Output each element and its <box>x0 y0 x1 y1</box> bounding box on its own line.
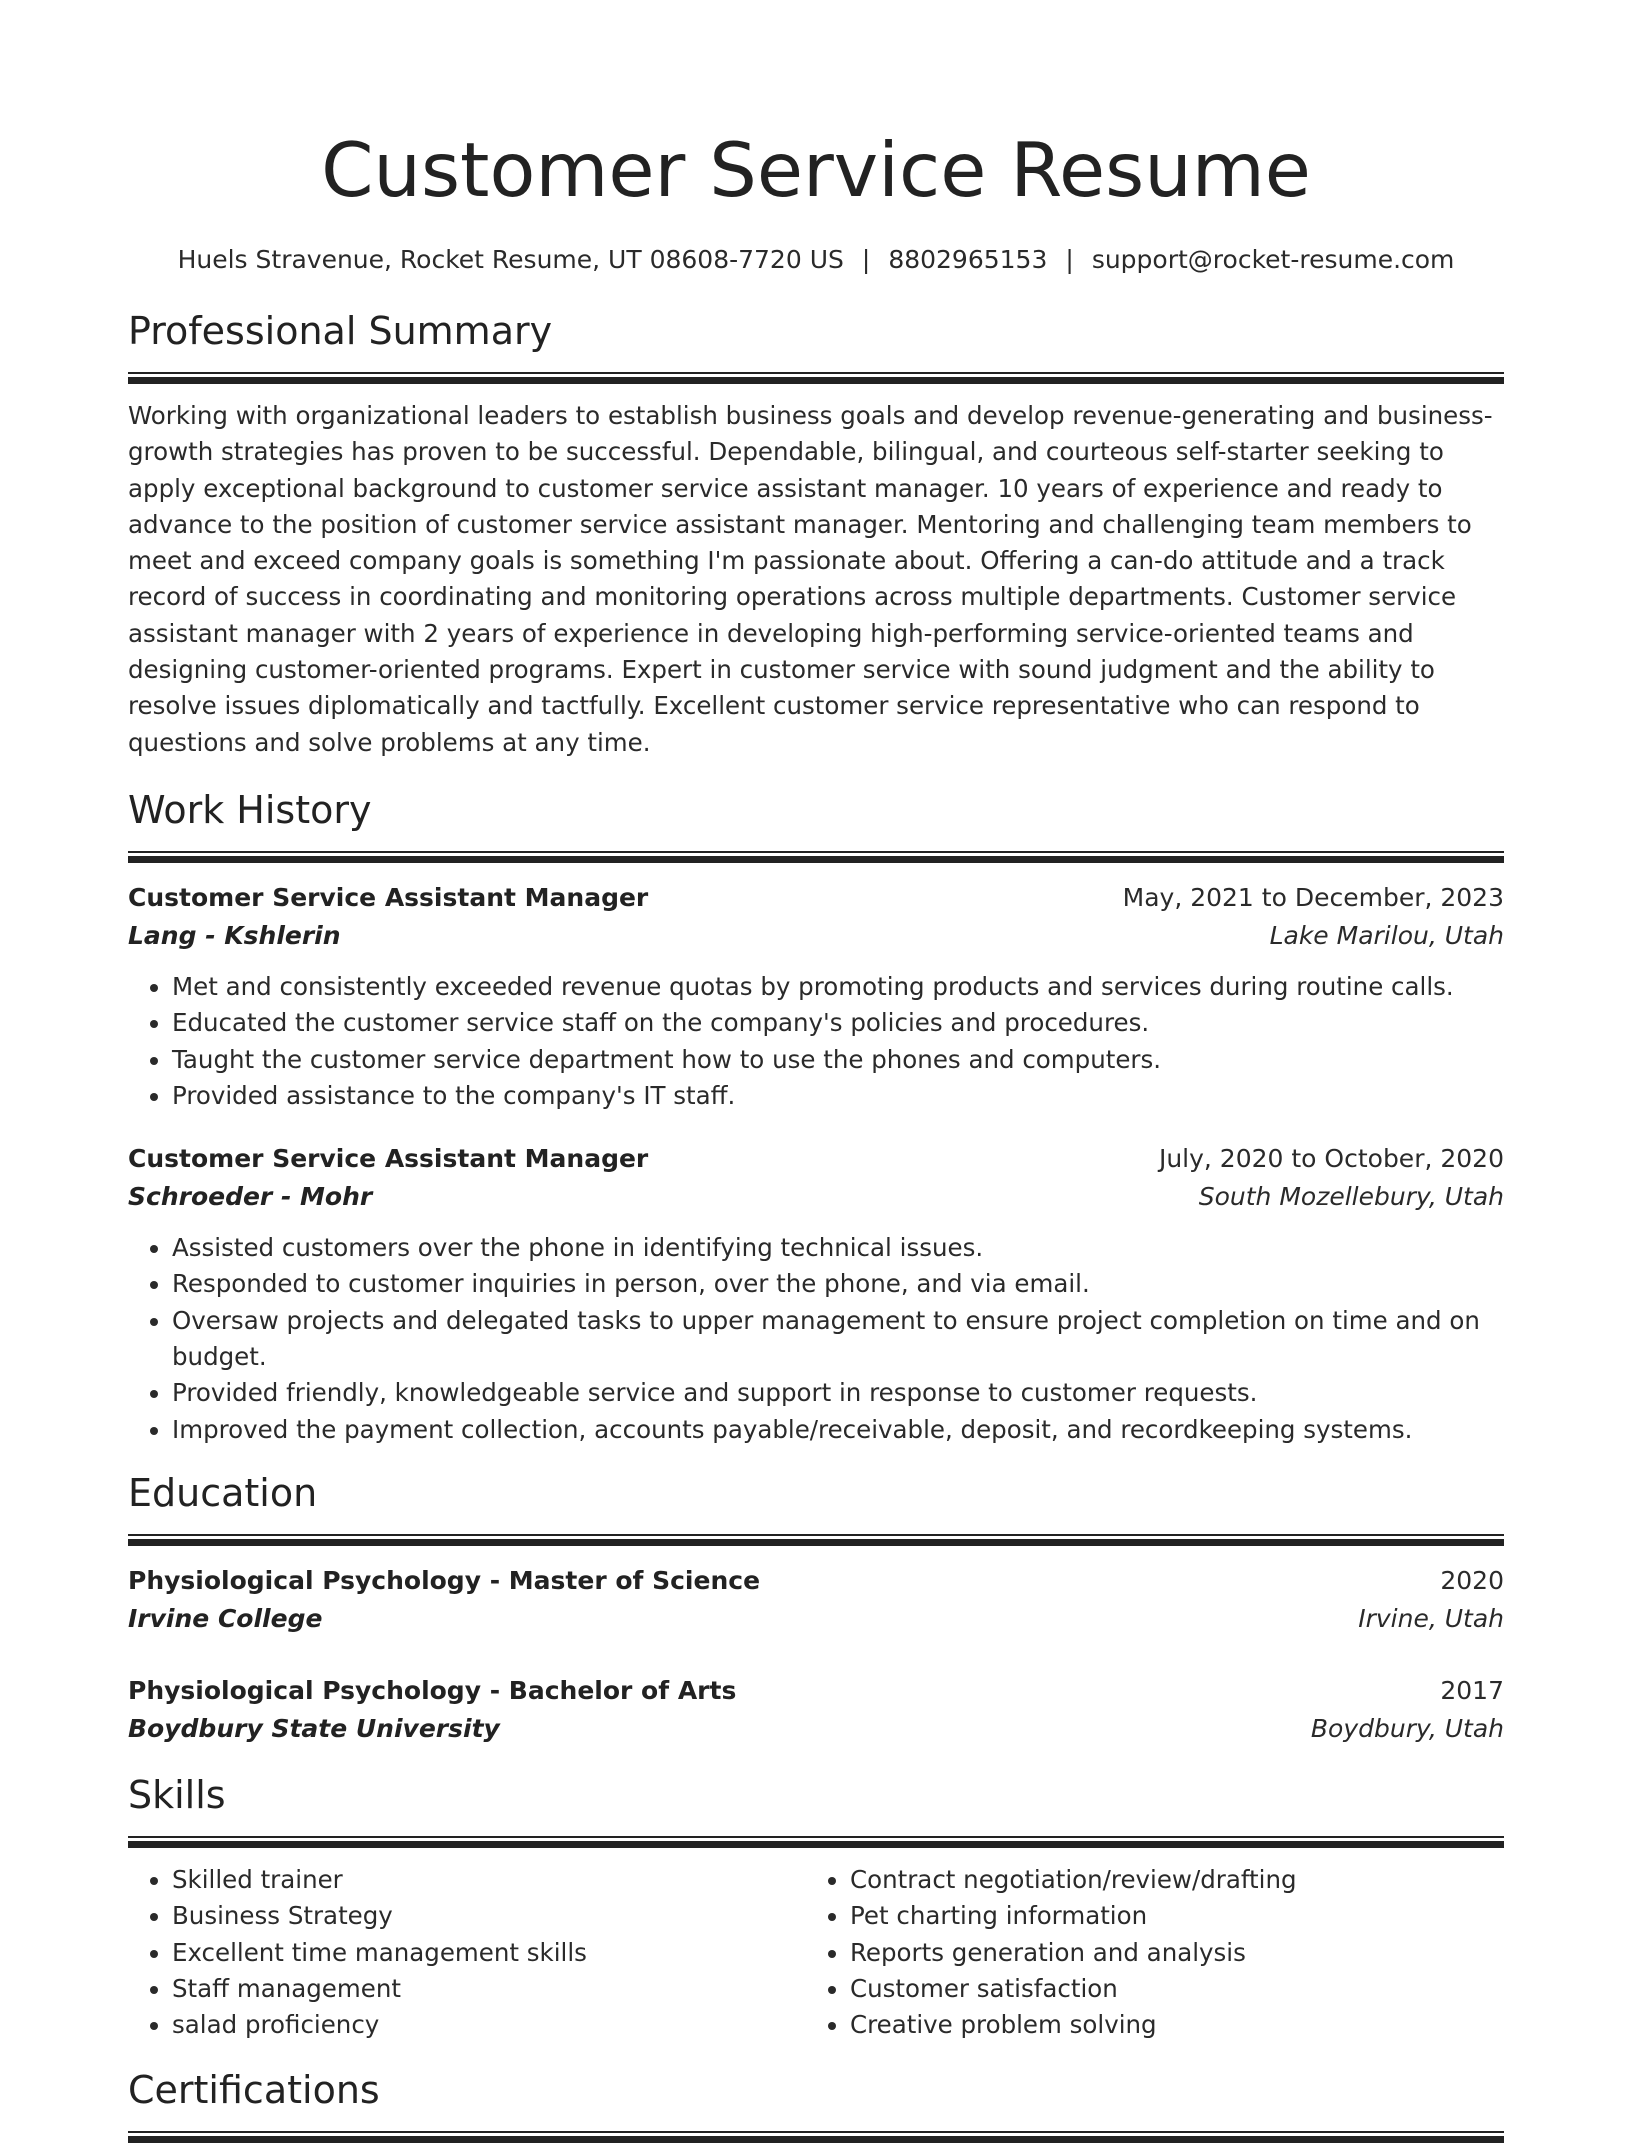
job-header-row <box>128 879 1504 917</box>
list-item: • Taught the customer service department how to use the phones and computers. <box>172 1042 1504 1078</box>
education-school: Irvine College <box>128 1603 323 1633</box>
contact-separator: | <box>861 245 871 274</box>
list-item: • Oversaw projects and delegated tasks to upper management to ensure project completion on time and on budget. <box>172 1303 1504 1376</box>
education-header-row <box>128 1562 1504 1600</box>
list-item: • Provided friendly, knowledgeable service and support in response to customer requests. <box>172 1375 1504 1411</box>
section-summary <box>128 306 1504 761</box>
education-location: Irvine, Utah <box>1358 1603 1504 1633</box>
skill-item: • Reports generation and analysis <box>850 1935 1484 1971</box>
contact-phone: 8802965153 <box>888 245 1048 274</box>
skills-column-left <box>128 1862 806 2043</box>
skill-item: • Skilled trainer <box>172 1862 806 1898</box>
section-skills <box>128 1770 1504 2043</box>
skill-item: • Customer satisfaction <box>850 1971 1484 2007</box>
skill-item: • Creative problem solving <box>850 2007 1484 2043</box>
section-education <box>128 1468 1504 1748</box>
job-bullets <box>128 1230 1504 1448</box>
summary-text: Working with organizational leaders to establish business goals and develop revenue-generating and business-growth strategies has proven to be successful. Dependable, bilingual, and courteous self-starter seeking to apply exceptional background to customer service assistant manager. 10 years of experience and ready to advance to the position of customer service assistant manager. Mentoring and challenging team members to meet and exceed company goals is something I'm passionate about. Offering a can-do attitude and a track record of success in coordinating and monitoring operations across multiple departments. Customer service assistant manager with 2 years of experience in developing high-performing service-oriented teams and designing customer-oriented programs. Expert in customer service with sound judgment and the ability to resolve issues diplomatically and tactfully. Excellent customer service representative who can respond to questions and solve problems at any time. <box>128 401 1493 757</box>
list-item: • Improved the payment collection, accounts payable/receivable, deposit, and recordkeeping systems. <box>172 1412 1504 1448</box>
education-school-row <box>128 1710 1504 1748</box>
list-item: • Assisted customers over the phone in identifying technical issues. <box>172 1230 1504 1266</box>
job-title: Customer Service Assistant Manager <box>128 882 649 912</box>
education-school: Boydbury State University <box>128 1713 500 1743</box>
job-company-row <box>128 917 1504 955</box>
section-heading-summary: Professional Summary <box>128 309 553 353</box>
skills-list <box>806 1862 1484 2043</box>
education-year: 2020 <box>1440 1565 1504 1595</box>
job-bullets <box>128 969 1504 1114</box>
skill-item: • Pet charting information <box>850 1898 1484 1934</box>
section-heading-certifications: Certifications <box>128 2068 380 2113</box>
skill-item: • Excellent time management skills <box>172 1935 806 1971</box>
job-location: South Mozellebury, Utah <box>1198 1182 1504 1212</box>
job-dates: July, 2020 to October, 2020 <box>1158 1144 1504 1174</box>
contact-address: Huels Stravenue, Rocket Resume, UT 08608-7720 US <box>177 245 844 274</box>
contact-line <box>128 244 1504 276</box>
section-divider <box>128 1836 1504 1848</box>
education-year: 2017 <box>1440 1675 1504 1705</box>
education-school-row <box>128 1600 1504 1638</box>
job-entry <box>128 1140 1504 1448</box>
skills-columns <box>128 1862 1504 2043</box>
section-heading-education: Education <box>128 1470 318 1515</box>
job-title: Customer Service Assistant Manager <box>128 1144 649 1174</box>
section-divider <box>128 2131 1504 2143</box>
contact-email: support@rocket-resume.com <box>1091 245 1455 274</box>
education-entry <box>128 1562 1504 1638</box>
list-item: • Responded to customer inquiries in person, over the phone, and via email. <box>172 1266 1504 1302</box>
list-item: • Provided assistance to the company's IT staff. <box>172 1078 1504 1114</box>
skills-list <box>128 1862 806 2043</box>
section-heading-work-history: Work History <box>128 787 372 832</box>
section-work-history <box>128 785 1504 1448</box>
section-certifications <box>128 2065 1504 2143</box>
section-divider <box>128 1534 1504 1546</box>
job-company-row <box>128 1178 1504 1216</box>
education-degree: Physiological Psychology - Bachelor of Arts <box>128 1675 737 1705</box>
education-header-row <box>128 1672 1504 1710</box>
resume-page <box>128 0 1504 2143</box>
job-dates: May, 2021 to December, 2023 <box>1122 882 1504 912</box>
skill-item: • Business Strategy <box>172 1898 806 1934</box>
list-item: • Met and consistently exceeded revenue quotas by promoting products and services during routine calls. <box>172 969 1504 1005</box>
section-divider <box>128 372 1504 384</box>
resume-title: Customer Service Resume <box>321 126 1311 214</box>
education-entry <box>128 1672 1504 1748</box>
contact-separator: | <box>1065 245 1074 274</box>
skills-column-right <box>806 1862 1484 2043</box>
skill-item: • Contract negotiation/review/drafting <box>850 1862 1484 1898</box>
job-location: Lake Marilou, Utah <box>1269 920 1504 950</box>
education-degree: Physiological Psychology - Master of Science <box>128 1565 761 1595</box>
job-company: Lang - Kshlerin <box>128 920 341 950</box>
job-company: Schroeder - Mohr <box>128 1182 373 1212</box>
section-divider <box>128 851 1504 863</box>
job-entry <box>128 879 1504 1114</box>
education-location: Boydbury, Utah <box>1310 1713 1504 1743</box>
list-item: • Educated the customer service staff on the company's policies and procedures. <box>172 1005 1504 1041</box>
section-heading-skills: Skills <box>128 1772 226 1817</box>
job-header-row <box>128 1140 1504 1178</box>
skill-item: • salad proficiency <box>172 2007 806 2043</box>
skill-item: • Staff management <box>172 1971 806 2007</box>
